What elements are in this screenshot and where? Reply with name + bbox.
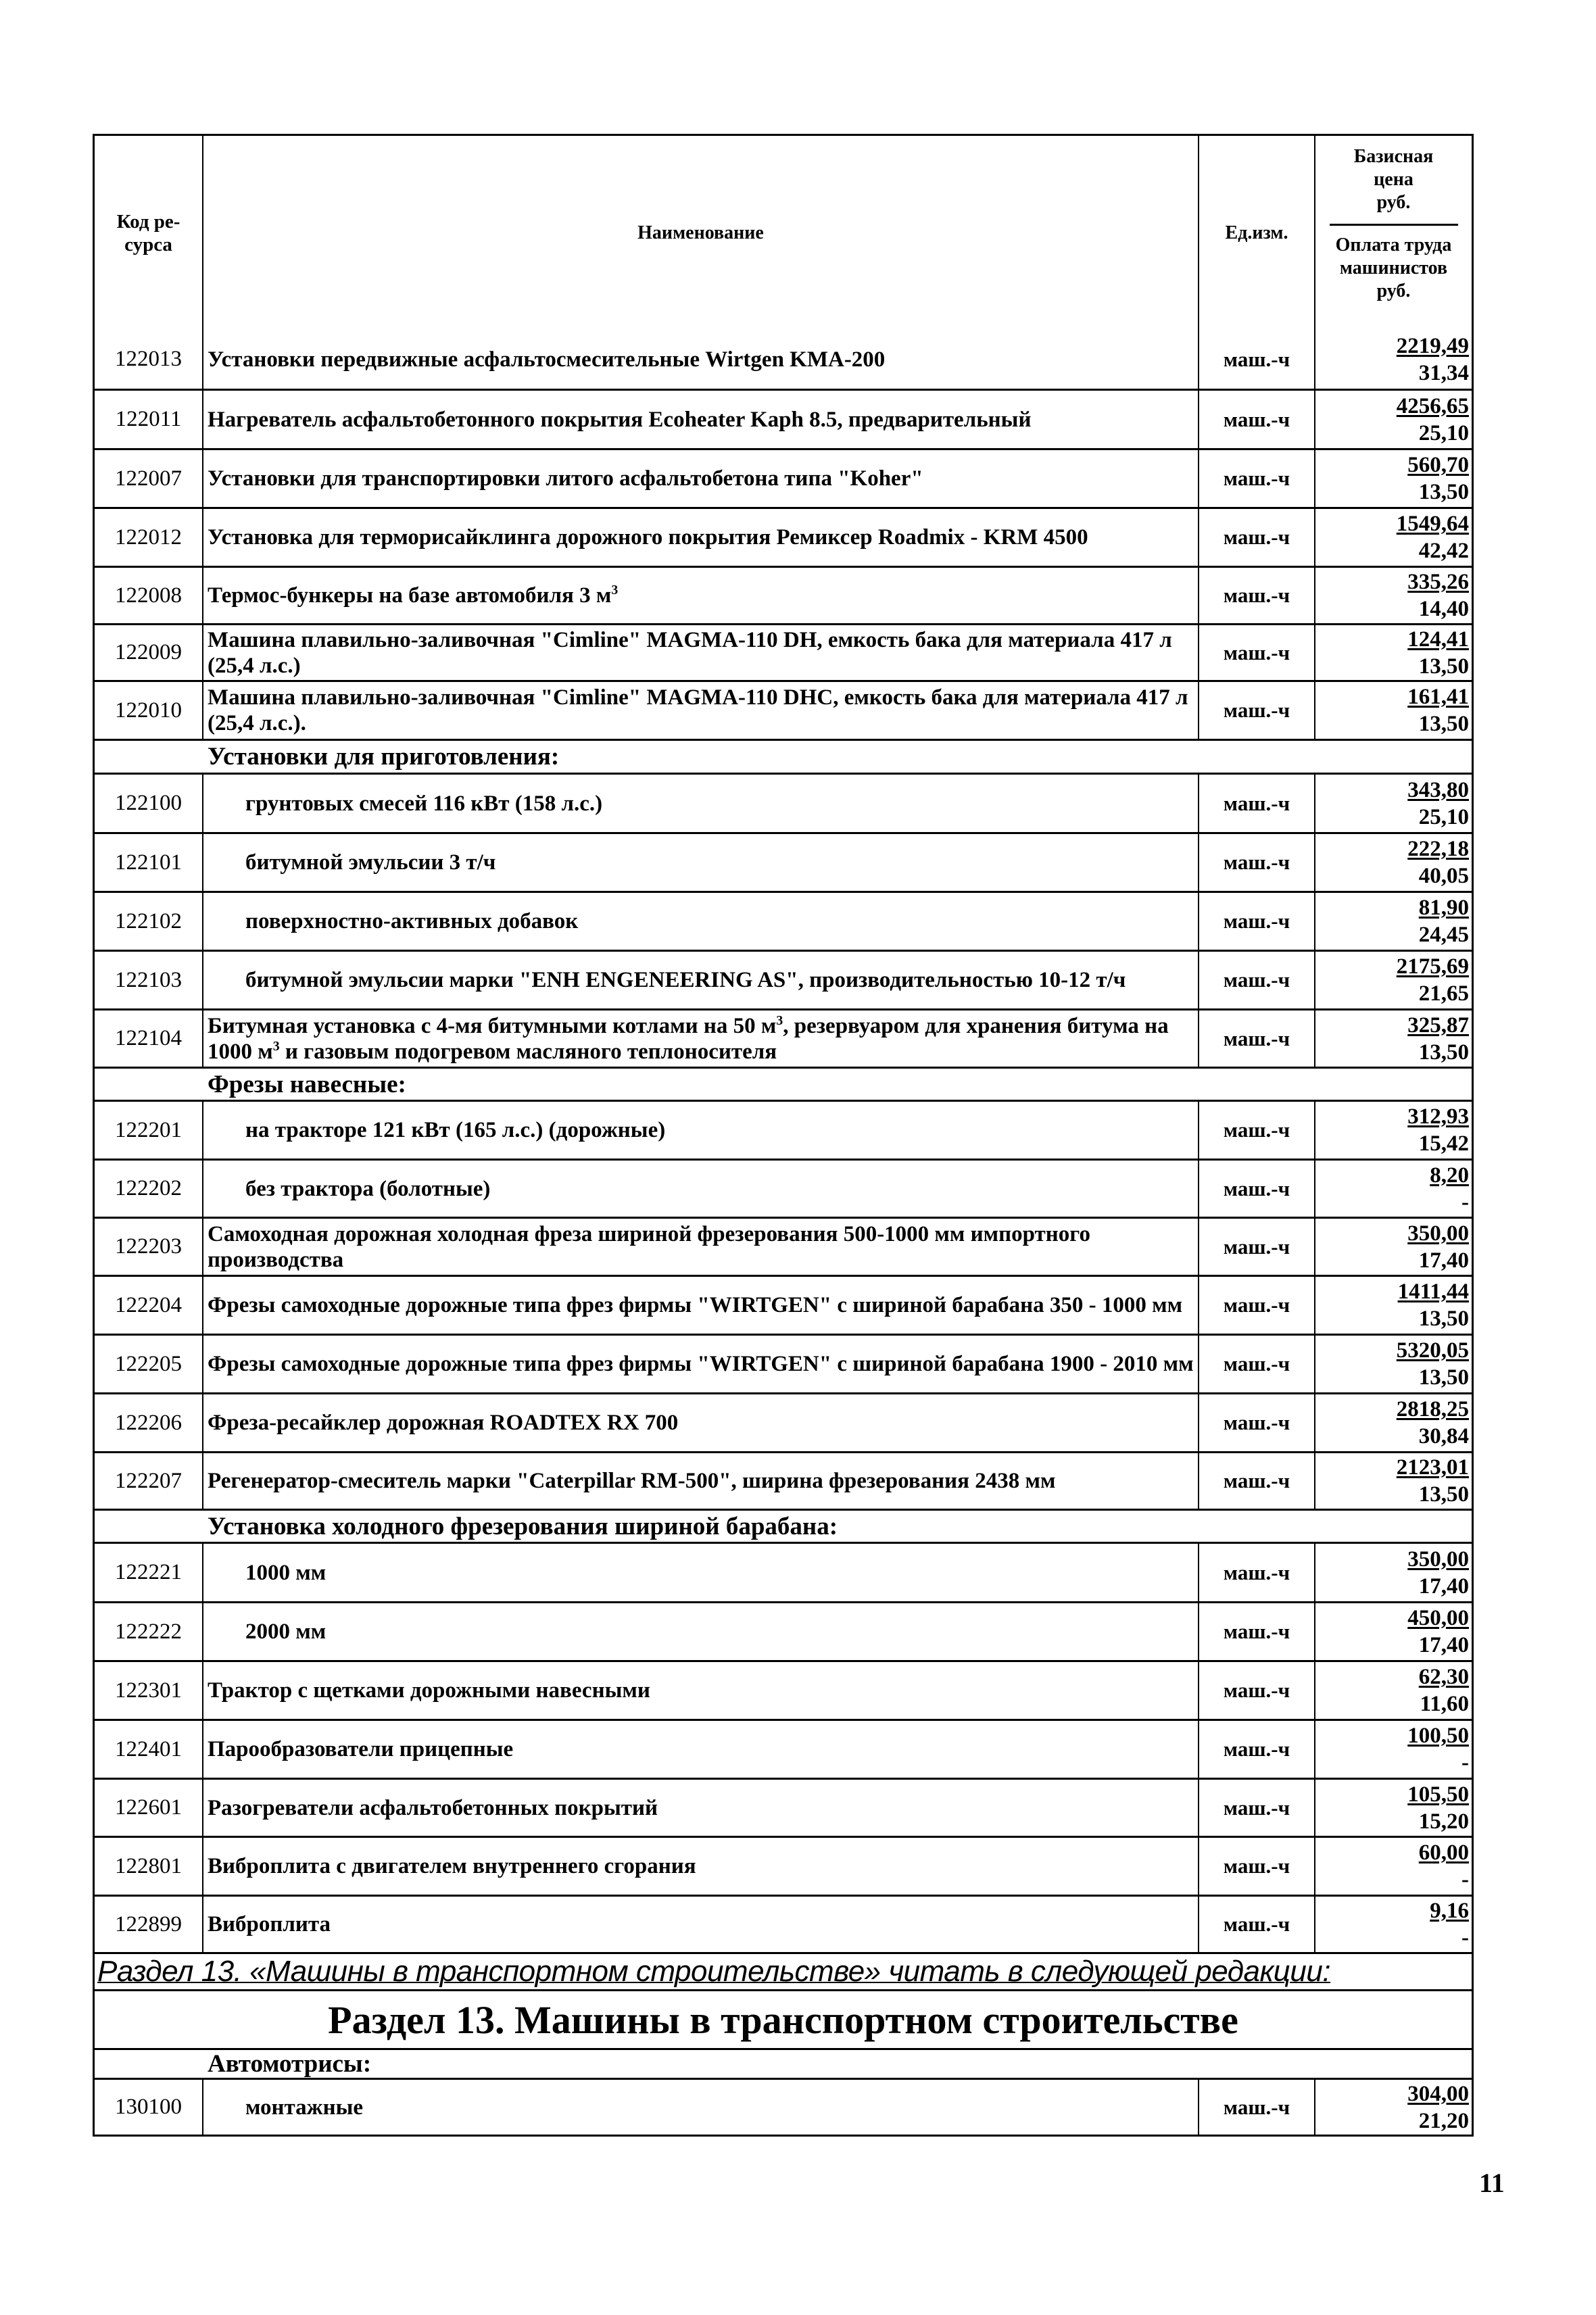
unit: маш.-ч: [1199, 1161, 1315, 1217]
unit: маш.-ч: [1199, 952, 1315, 1008]
resource-name: [203, 1219, 1199, 1275]
resource-name: [203, 1780, 1199, 1836]
resource-code: 122206: [95, 1394, 203, 1451]
resource-name-text: Машина плавильно-заливочная "Cimline" MAGMA-110 DHC, емкость бака для материала 417 л (25,4 л.с.).: [208, 685, 1188, 735]
resource-code: 122013: [95, 330, 203, 389]
section-title-row: [95, 1989, 1472, 2048]
unit: маш.-ч: [1199, 1897, 1315, 1952]
resource-code: 122104: [95, 1010, 203, 1067]
table-row: [95, 330, 1472, 389]
table-row: [95, 773, 1472, 832]
table-row: [95, 1660, 1472, 1719]
header-code-line: сурса: [124, 233, 172, 255]
resource-code: 122203: [95, 1219, 203, 1275]
labor-price: 21,20: [1418, 2108, 1469, 2133]
resource-code: 122201: [95, 1102, 203, 1159]
labor-price: 13,50: [1418, 1040, 1469, 1065]
group-label: Автомотрисы:: [208, 2050, 372, 2078]
resource-code: 122102: [95, 893, 203, 950]
resource-name-text: Трактор с щетками дорожными навесными: [208, 1678, 650, 1703]
table-row: [95, 1778, 1472, 1836]
unit: маш.-ч: [1199, 834, 1315, 891]
resource-code: 122009: [95, 625, 203, 680]
table-row: [95, 2078, 1472, 2135]
base-price: 222,18: [1407, 837, 1469, 861]
labor-price: 30,84: [1418, 1424, 1469, 1448]
resource-name: [203, 450, 1199, 507]
unit: маш.-ч: [1199, 625, 1315, 680]
resource-name: [203, 682, 1199, 739]
resource-name-text: Установки передвижные асфальтосмесительные Wirtgen KMA-200: [208, 347, 886, 372]
base-price: 2123,01: [1396, 1455, 1469, 1480]
resource-code: 122007: [95, 450, 203, 507]
labor-price: 31,34: [1418, 360, 1469, 385]
base-price: 335,26: [1407, 570, 1469, 594]
labor-price: 17,40: [1418, 1574, 1469, 1599]
labor-price: 15,42: [1418, 1131, 1469, 1156]
base-price: 5320,05: [1396, 1338, 1469, 1363]
table-row: [95, 1100, 1472, 1159]
resource-code: 122011: [95, 391, 203, 448]
base-price: 105,50: [1407, 1782, 1469, 1807]
table-row: [95, 680, 1472, 739]
resource-name: [203, 775, 1199, 832]
resource-code: 122008: [95, 568, 203, 623]
base-price: 4256,65: [1396, 393, 1469, 418]
resource-name: [203, 1838, 1199, 1895]
table-row: [95, 1451, 1472, 1509]
table-row: [95, 1008, 1472, 1067]
resource-name: [203, 568, 1199, 623]
price-cell: [1315, 1721, 1472, 1778]
amendment-note: Раздел 13. «Машины в транспортном строительстве» читать в следующей редакции:: [97, 1955, 1331, 1988]
amendment-note-row: [95, 1952, 1472, 1989]
base-price: 560,70: [1407, 453, 1469, 477]
resource-name: [203, 1603, 1199, 1660]
resource-name-text: грунтовых смесей 116 кВт (158 л.с.): [245, 791, 603, 816]
price-cell: [1315, 2080, 1472, 2135]
price-cell: [1315, 952, 1472, 1008]
unit: маш.-ч: [1199, 1780, 1315, 1836]
resource-name: [203, 1453, 1199, 1509]
table-row: [95, 891, 1472, 950]
labor-price: 13,50: [1418, 1307, 1469, 1331]
resource-name: [203, 1394, 1199, 1451]
table-row: [95, 1217, 1472, 1275]
resource-name: [203, 893, 1199, 950]
price-cell: [1315, 1161, 1472, 1217]
superscript-cubed: 3: [272, 1038, 280, 1054]
header-price-base-line: Базисная: [1353, 146, 1434, 167]
labor-price: 25,10: [1418, 420, 1469, 445]
header-price-labor-line: Оплата труда: [1335, 235, 1452, 255]
resource-code: 122601: [95, 1780, 203, 1836]
unit: маш.-ч: [1199, 1394, 1315, 1451]
labor-price: 21,65: [1418, 981, 1469, 1006]
resource-code: 122101: [95, 834, 203, 891]
resource-name-text: Парообразователи прицепные: [208, 1737, 514, 1761]
resource-code: 122899: [95, 1897, 203, 1952]
price-cell: [1315, 391, 1472, 448]
base-price: 8,20: [1430, 1163, 1469, 1188]
resource-name-text: Регенератор-смеситель марки "Caterpillar RM-500", ширина фрезерования 2438 мм: [208, 1469, 1056, 1493]
resource-name-text: битумной эмульсии марки "ENH ENGENEERING AS", производительностью 10-12 т/ч: [245, 968, 1126, 992]
unit: маш.-ч: [1199, 1336, 1315, 1392]
unit: маш.-ч: [1199, 1219, 1315, 1275]
header-price-divider: [1330, 224, 1458, 226]
table-row: [95, 1895, 1472, 1952]
table-row: [95, 1719, 1472, 1778]
resource-name-text: поверхностно-активных добавок: [245, 909, 579, 933]
labor-price: 13,50: [1418, 1482, 1469, 1507]
resource-name: [203, 625, 1199, 680]
base-price: 60,00: [1418, 1841, 1469, 1865]
header-name: Наименование: [203, 136, 1199, 330]
unit: маш.-ч: [1199, 1010, 1315, 1067]
base-price: 2818,25: [1396, 1397, 1469, 1421]
labor-price: -: [1461, 1926, 1469, 1950]
resource-code: 122222: [95, 1603, 203, 1660]
price-cell: [1315, 1544, 1472, 1601]
price-cell: [1315, 1010, 1472, 1067]
group-header-row: [95, 1509, 1472, 1542]
base-price: 343,80: [1407, 777, 1469, 802]
price-cell: [1315, 1102, 1472, 1159]
resource-name: [203, 1662, 1199, 1719]
base-price: 304,00: [1407, 2081, 1469, 2106]
price-cell: [1315, 1277, 1472, 1334]
labor-price: 17,40: [1418, 1633, 1469, 1657]
table-row: [95, 1392, 1472, 1451]
labor-price: 13,50: [1418, 654, 1469, 679]
resource-name-text: Разогреватели асфальтобетонных покрытий: [208, 1795, 658, 1820]
resource-name-text: Самоходная дорожная холодная фреза шириной фрезерования 500-1000 мм импортного производства: [208, 1221, 1090, 1272]
resource-code: 122301: [95, 1662, 203, 1719]
resource-name-text: Фреза-ресайклер дорожная ROADTEX RX 700: [208, 1411, 679, 1435]
base-price: 2175,69: [1396, 954, 1469, 979]
header-price: [1315, 136, 1472, 330]
resource-code: 122401: [95, 1721, 203, 1778]
resource-name-text: Виброплита с двигателем внутреннего сгорания: [208, 1854, 696, 1878]
price-cell: [1315, 775, 1472, 832]
header-price-labor-line: руб.: [1376, 281, 1411, 301]
base-price: 325,87: [1407, 1013, 1469, 1038]
labor-price: 13,50: [1418, 1365, 1469, 1390]
unit: маш.-ч: [1199, 1277, 1315, 1334]
resource-name-text: 1000 мм: [245, 1560, 327, 1585]
table-row: [95, 1275, 1472, 1334]
resource-name-text: Машина плавильно-заливочная "Cimline" MAGMA-110 DH, емкость бака для материала 417 л (25,4 л.с.): [208, 627, 1172, 678]
resource-code: 122205: [95, 1336, 203, 1392]
price-cell: [1315, 1394, 1472, 1451]
price-cell: [1315, 509, 1472, 566]
resource-name: [203, 834, 1199, 891]
resource-name-text: Битумная установка с 4-мя битумными котлами на 50 $м^3$, резервуаром для хранения битума на 1000 $м^3$ и газовым подогревом масляного теплоносителя: [208, 1013, 1169, 1064]
table-row: [95, 623, 1472, 680]
price-cell: [1315, 1336, 1472, 1392]
table-header: [95, 136, 1472, 330]
labor-price: 13,50: [1418, 480, 1469, 504]
unit: маш.-ч: [1199, 893, 1315, 950]
unit: маш.-ч: [1199, 450, 1315, 507]
labor-price: 40,05: [1418, 864, 1469, 888]
group-label: Установка холодного фрезерования шириной барабана:: [208, 1512, 838, 1540]
unit: маш.-ч: [1199, 1838, 1315, 1895]
base-price: 1549,64: [1396, 512, 1469, 536]
table-row: [95, 1836, 1472, 1895]
resource-code: 122221: [95, 1544, 203, 1601]
table-row: [95, 1334, 1472, 1392]
labor-price: -: [1461, 1751, 1469, 1775]
resource-name: [203, 1102, 1199, 1159]
price-cell: [1315, 330, 1472, 389]
resource-name-text: 2000 мм: [245, 1619, 327, 1644]
unit: маш.-ч: [1199, 1544, 1315, 1601]
table-row: [95, 832, 1472, 891]
unit: маш.-ч: [1199, 330, 1315, 389]
resource-code: 122103: [95, 952, 203, 1008]
table-row: [95, 507, 1472, 566]
resource-name: [203, 1277, 1199, 1334]
base-price: 2219,49: [1396, 333, 1469, 358]
resource-code: 122100: [95, 775, 203, 832]
unit: маш.-ч: [1199, 775, 1315, 832]
resource-name: [203, 1897, 1199, 1952]
price-cell: [1315, 1453, 1472, 1509]
unit: маш.-ч: [1199, 1603, 1315, 1660]
unit: маш.-ч: [1199, 2080, 1315, 2135]
labor-price: 14,40: [1418, 597, 1469, 621]
resource-name: [203, 1010, 1199, 1067]
group-header-row: [95, 1067, 1472, 1100]
resource-name: [203, 952, 1199, 1008]
section-title: Раздел 13. Машины в транспортном строительстве: [328, 1997, 1238, 2042]
base-price: 312,93: [1407, 1104, 1469, 1129]
base-price: 81,90: [1418, 896, 1469, 920]
base-price: 9,16: [1430, 1899, 1469, 1923]
price-cell: [1315, 1838, 1472, 1895]
resource-name: [203, 509, 1199, 566]
labor-price: -: [1461, 1190, 1469, 1215]
unit: маш.-ч: [1199, 1102, 1315, 1159]
table-row: [95, 1601, 1472, 1660]
resource-code: 122204: [95, 1277, 203, 1334]
resource-name: [203, 330, 1199, 389]
unit: маш.-ч: [1199, 1662, 1315, 1719]
unit: маш.-ч: [1199, 1721, 1315, 1778]
header-price-base-line: руб.: [1376, 192, 1411, 213]
resource-name-text: на тракторе 121 кВт (165 л.с.) (дорожные): [245, 1118, 666, 1142]
table-row: [95, 950, 1472, 1008]
base-price: 100,50: [1407, 1724, 1469, 1748]
resource-name-text: Виброплита: [208, 1912, 331, 1936]
unit: маш.-ч: [1199, 568, 1315, 623]
resource-name: [203, 1721, 1199, 1778]
labor-price: 15,20: [1418, 1809, 1469, 1834]
resource-name: [203, 391, 1199, 448]
group-header-row: [95, 739, 1472, 773]
price-cell: [1315, 450, 1472, 507]
price-cell: [1315, 625, 1472, 680]
unit: маш.-ч: [1199, 1453, 1315, 1509]
table-body: [95, 330, 1472, 2135]
price-cell: [1315, 1897, 1472, 1952]
price-cell: [1315, 1780, 1472, 1836]
header-code-line: Код ре-: [116, 210, 180, 233]
resource-name-text: монтажные: [245, 2095, 364, 2120]
labor-price: 25,10: [1418, 804, 1469, 829]
table-row: [95, 389, 1472, 448]
resource-name: [203, 1336, 1199, 1392]
superscript-cubed: 3: [611, 583, 619, 598]
resource-code: 130100: [95, 2080, 203, 2135]
resource-name-text: битумной эмульсии 3 т/ч: [245, 850, 496, 875]
unit: маш.-ч: [1199, 509, 1315, 566]
price-cell: [1315, 568, 1472, 623]
resource-name: [203, 2080, 1199, 2135]
superscript-cubed: 3: [776, 1013, 783, 1028]
base-price: 62,30: [1418, 1665, 1469, 1689]
price-cell: [1315, 834, 1472, 891]
labor-price: 42,42: [1418, 539, 1469, 563]
group-label: Установки для приготовления:: [208, 743, 560, 771]
resource-name-text: Термос-бункеры на базе автомобиля 3 $м^3$: [208, 583, 619, 608]
resource-name: [203, 1544, 1199, 1601]
resource-code: 122801: [95, 1838, 203, 1895]
base-price: 161,41: [1407, 685, 1469, 709]
unit: маш.-ч: [1199, 682, 1315, 739]
price-cell: [1315, 1603, 1472, 1660]
resource-code: 122012: [95, 509, 203, 566]
base-price: 1411,44: [1397, 1280, 1469, 1304]
price-cell: [1315, 682, 1472, 739]
base-price: 350,00: [1407, 1221, 1469, 1246]
header-code: [95, 136, 203, 330]
price-cell: [1315, 1662, 1472, 1719]
labor-price: 24,45: [1418, 923, 1469, 947]
base-price: 124,41: [1407, 627, 1469, 652]
page-number: 11: [1479, 2168, 1505, 2198]
labor-price: 13,50: [1418, 712, 1469, 736]
resource-name: [203, 1161, 1199, 1217]
group-header-row: [95, 2048, 1472, 2078]
price-table: [93, 134, 1474, 2137]
base-price: 350,00: [1407, 1546, 1469, 1571]
resource-name-text: Фрезы самоходные дорожные типа фрез фирмы "WIRTGEN" с шириной барабана 1900 - 2010 мм: [208, 1352, 1194, 1376]
labor-price: 17,40: [1418, 1248, 1469, 1273]
resource-name-text: Фрезы самоходные дорожные типа фрез фирмы "WIRTGEN" с шириной барабана 350 - 1000 мм: [208, 1293, 1183, 1317]
resource-name-text: Нагреватель асфальтобетонного покрытия Ecoheater Kaph 8.5, предварительный: [208, 407, 1032, 432]
unit: маш.-ч: [1199, 391, 1315, 448]
price-cell: [1315, 1219, 1472, 1275]
labor-price: -: [1461, 1868, 1469, 1892]
resource-name-text: Установка для терморисайклинга дорожного покрытия Ремиксер Roadmix - KRM 4500: [208, 525, 1088, 550]
resource-name-text: без трактора (болотные): [245, 1176, 491, 1201]
group-label: Фрезы навесные:: [208, 1070, 406, 1098]
table-row: [95, 1159, 1472, 1217]
table-row: [95, 448, 1472, 507]
table-row: [95, 1542, 1472, 1601]
table-row: [95, 566, 1472, 623]
price-cell: [1315, 893, 1472, 950]
resource-code: 122202: [95, 1161, 203, 1217]
resource-name-text: Установки для транспортировки литого асфальтобетона типа "Koher": [208, 466, 923, 491]
base-price: 450,00: [1407, 1606, 1469, 1630]
header-unit: Ед.изм.: [1199, 136, 1315, 330]
labor-price: 11,60: [1420, 1692, 1469, 1716]
resource-code: 122207: [95, 1453, 203, 1509]
resource-code: 122010: [95, 682, 203, 739]
header-price-labor-line: машинистов: [1339, 258, 1448, 278]
header-price-base-line: цена: [1374, 169, 1413, 190]
